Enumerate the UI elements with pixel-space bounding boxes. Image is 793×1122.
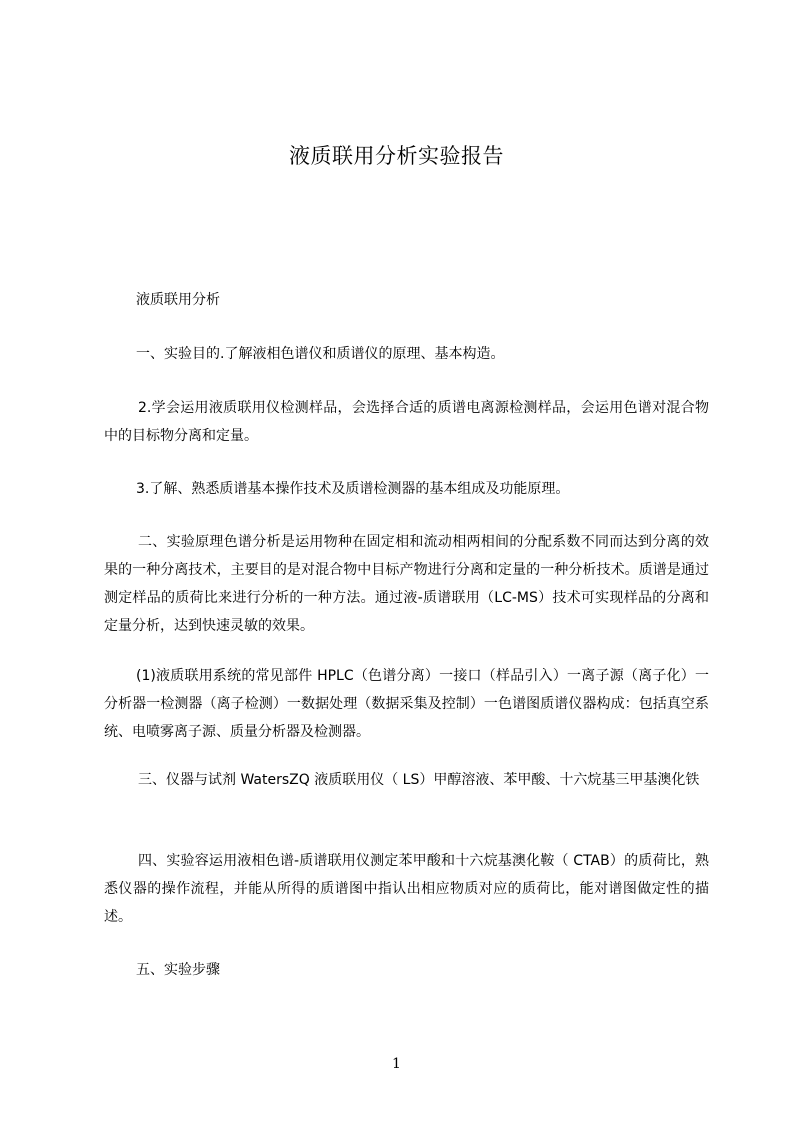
principle-paragraph: 二、实验原理色谱分析是运用物种在固定相和流动相两相间的分配系数不同而达到分离的效果的一种分离技术，主要目的是对混合物中目标产物进行分离和定量的一种分析技术。质谱是通过测定样品的质荷比来进行分析的一种方法。通过液-质谱联用（LC-MS）技术可实现样品的分离和定量分析，达到快速灵敏的效果。 <box>104 534 709 634</box>
objective-paragraph-1: 一、实验目的.了解液相色谱仪和质谱仪的原理、基本构造。 <box>136 346 505 362</box>
system-components-paragraph: (1)液质联用系统的常见部件 HPLC（色谱分离）一接口（样品引入）一离子源（离子化）一分析器一检测器（离子检测）一数据处理（数据采集及控制）一色谱图质谱仪器构成：包括真空系统、电喷雾离子源、质量分析器及检测器。 <box>104 668 709 740</box>
objective-paragraph-2: 2.学会运用液质联用仪检测样品，会选择合适的质谱电离源检测样品，会运用色谱对混合物中的目标物分离和定量。 <box>104 400 709 444</box>
content-paragraph: 四、实验容运用液相色谱-质谱联用仪测定苯甲酸和十六烷基澳化鞍（ CTAB）的质荷比，熟悉仪器的操作流程，并能从所得的质谱图中指认出相应物质对应的质荷比，能对谱图做定性的描述。 <box>104 853 709 925</box>
section-heading-paragraph: 液质联用分析 <box>136 292 220 308</box>
instruments-paragraph: 三、仪器与试剂 WatersZQ 液质联用仪（ LS）甲醇溶液、苯甲酸、十六烷基三甲基澳化铁 <box>138 772 700 788</box>
document-title: 液质联用分析实验报告 <box>289 144 504 168</box>
steps-heading-paragraph: 五、实验步骤 <box>136 962 220 978</box>
page-number: 1 <box>392 1056 401 1072</box>
objective-paragraph-3: 3.了解、熟悉质谱基本操作技术及质谱检测器的基本组成及功能原理。 <box>136 481 570 497</box>
